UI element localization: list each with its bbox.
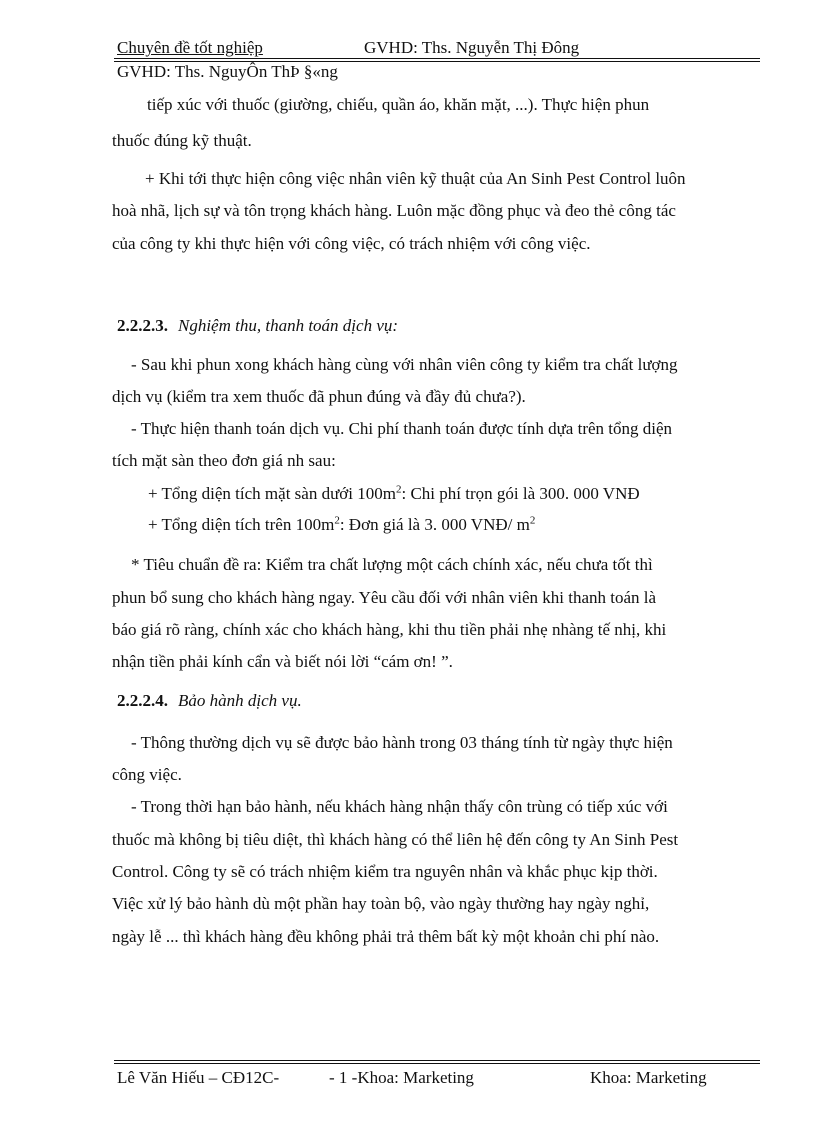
paragraph-line: thuốc đúng kỹ thuật. <box>112 131 252 150</box>
section-title: Bảo hành dịch vụ. <box>178 691 302 710</box>
section-heading-2223 <box>117 316 398 336</box>
paragraph-line: ngày lễ ... thì khách hàng đều không phải trả thêm bất kỳ một khoản chi phí nào. <box>112 927 660 946</box>
paragraph-line: - Thực hiện thanh toán dịch vụ. Chi phí thanh toán được tính dựa trên tổng diện <box>131 419 673 438</box>
footer-rule-bottom <box>114 1063 760 1064</box>
section-number: 2.2.2.4. <box>117 691 168 710</box>
bullet-text: + Tổng diện tích trên 100m <box>148 515 335 534</box>
section-number: 2.2.2.3. <box>117 316 168 335</box>
superscript: 2 <box>529 514 536 527</box>
header-rule-top <box>114 58 760 59</box>
paragraph-line: - Sau khi phun xong khách hàng cùng với nhân viên công ty kiểm tra chất lượng <box>131 355 678 374</box>
header-garbled-advisor: GVHD: Ths. NguyÔn ThÞ §«ng <box>117 62 338 81</box>
paragraph-line: - Thông thường dịch vụ sẽ được bảo hành trong 03 tháng tính từ ngày thực hiện <box>131 733 673 752</box>
superscript: 2 <box>395 483 402 496</box>
header-advisor: GVHD: Ths. Nguyễn Thị Đông <box>364 38 580 57</box>
paragraph-line: tiếp xúc với thuốc (giường, chiếu, quần áo, khăn mặt, ...). Thực hiện phun <box>147 95 650 114</box>
paragraph-line: phun bổ sung cho khách hàng ngay. Yêu cầu đối với nhân viên khi thanh toán là <box>112 588 657 607</box>
bullet-text: + Tổng diện tích mặt sàn dưới 100m <box>148 484 396 503</box>
paragraph-line: Control. Công ty sẽ có trách nhiệm kiểm tra nguyên nhân và khắc phục kịp thời. <box>112 862 658 881</box>
paragraph-line: * Tiêu chuẩn đề ra: Kiểm tra chất lượng một cách chính xác, nếu chưa tốt thì <box>131 555 653 574</box>
footer-author: Lê Văn Hiếu – CĐ12C- <box>117 1068 280 1087</box>
section-title: Nghiệm thu, thanh toán dịch vụ: <box>178 316 399 335</box>
footer-rule-top <box>114 1060 760 1061</box>
section-heading-2224 <box>117 691 302 711</box>
paragraph-line: dịch vụ (kiểm tra xem thuốc đã phun đúng và đầy đủ chưa?). <box>112 387 526 406</box>
bullet-line <box>148 509 535 541</box>
paragraph-line: báo giá rõ ràng, chính xác cho khách hàng, khi thu tiền phải nhẹ nhàng tế nhị, khi <box>112 620 667 639</box>
paragraph-line: - Trong thời hạn bảo hành, nếu khách hàng nhận thấy côn trùng có tiếp xúc với <box>131 797 668 816</box>
bullet-text: : Đơn giá là 3. 000 VNĐ/ m <box>339 515 530 534</box>
paragraph-line: của công ty khi thực hiện với công việc, có trách nhiệm với công việc. <box>112 234 591 253</box>
superscript: 2 <box>334 514 340 527</box>
footer-page-number: - 1 -Khoa: Marketing <box>329 1068 474 1087</box>
paragraph-line: Việc xử lý bảo hành dù một phần hay toàn bộ, vào ngày thường hay ngày nghỉ, <box>112 894 650 913</box>
paragraph-line: thuốc mà không bị tiêu diệt, thì khách hàng có thể liên hệ đến công ty An Sinh Pest <box>112 830 679 849</box>
header-title: Chuyên đề tốt nghiệp <box>117 38 263 57</box>
paragraph-line: tích mặt sàn theo đơn giá nh sau: <box>112 451 336 470</box>
bullet-text: : Chi phí trọn gói là 300. 000 VNĐ <box>401 484 640 503</box>
paragraph-line: + Khi tới thực hiện công việc nhân viên kỹ thuật của An Sinh Pest Control luôn <box>145 169 686 188</box>
paragraph-line: hoà nhã, lịch sự và tôn trọng khách hàng. Luôn mặc đồng phục và đeo thẻ công tác <box>112 201 676 220</box>
footer-department: Khoa: Marketing <box>590 1068 707 1087</box>
bullet-line <box>148 478 640 510</box>
paragraph-line: nhận tiền phải kính cẩn và biết nói lời “cám ơn! ”. <box>112 652 453 671</box>
paragraph-line: công việc. <box>112 765 182 784</box>
